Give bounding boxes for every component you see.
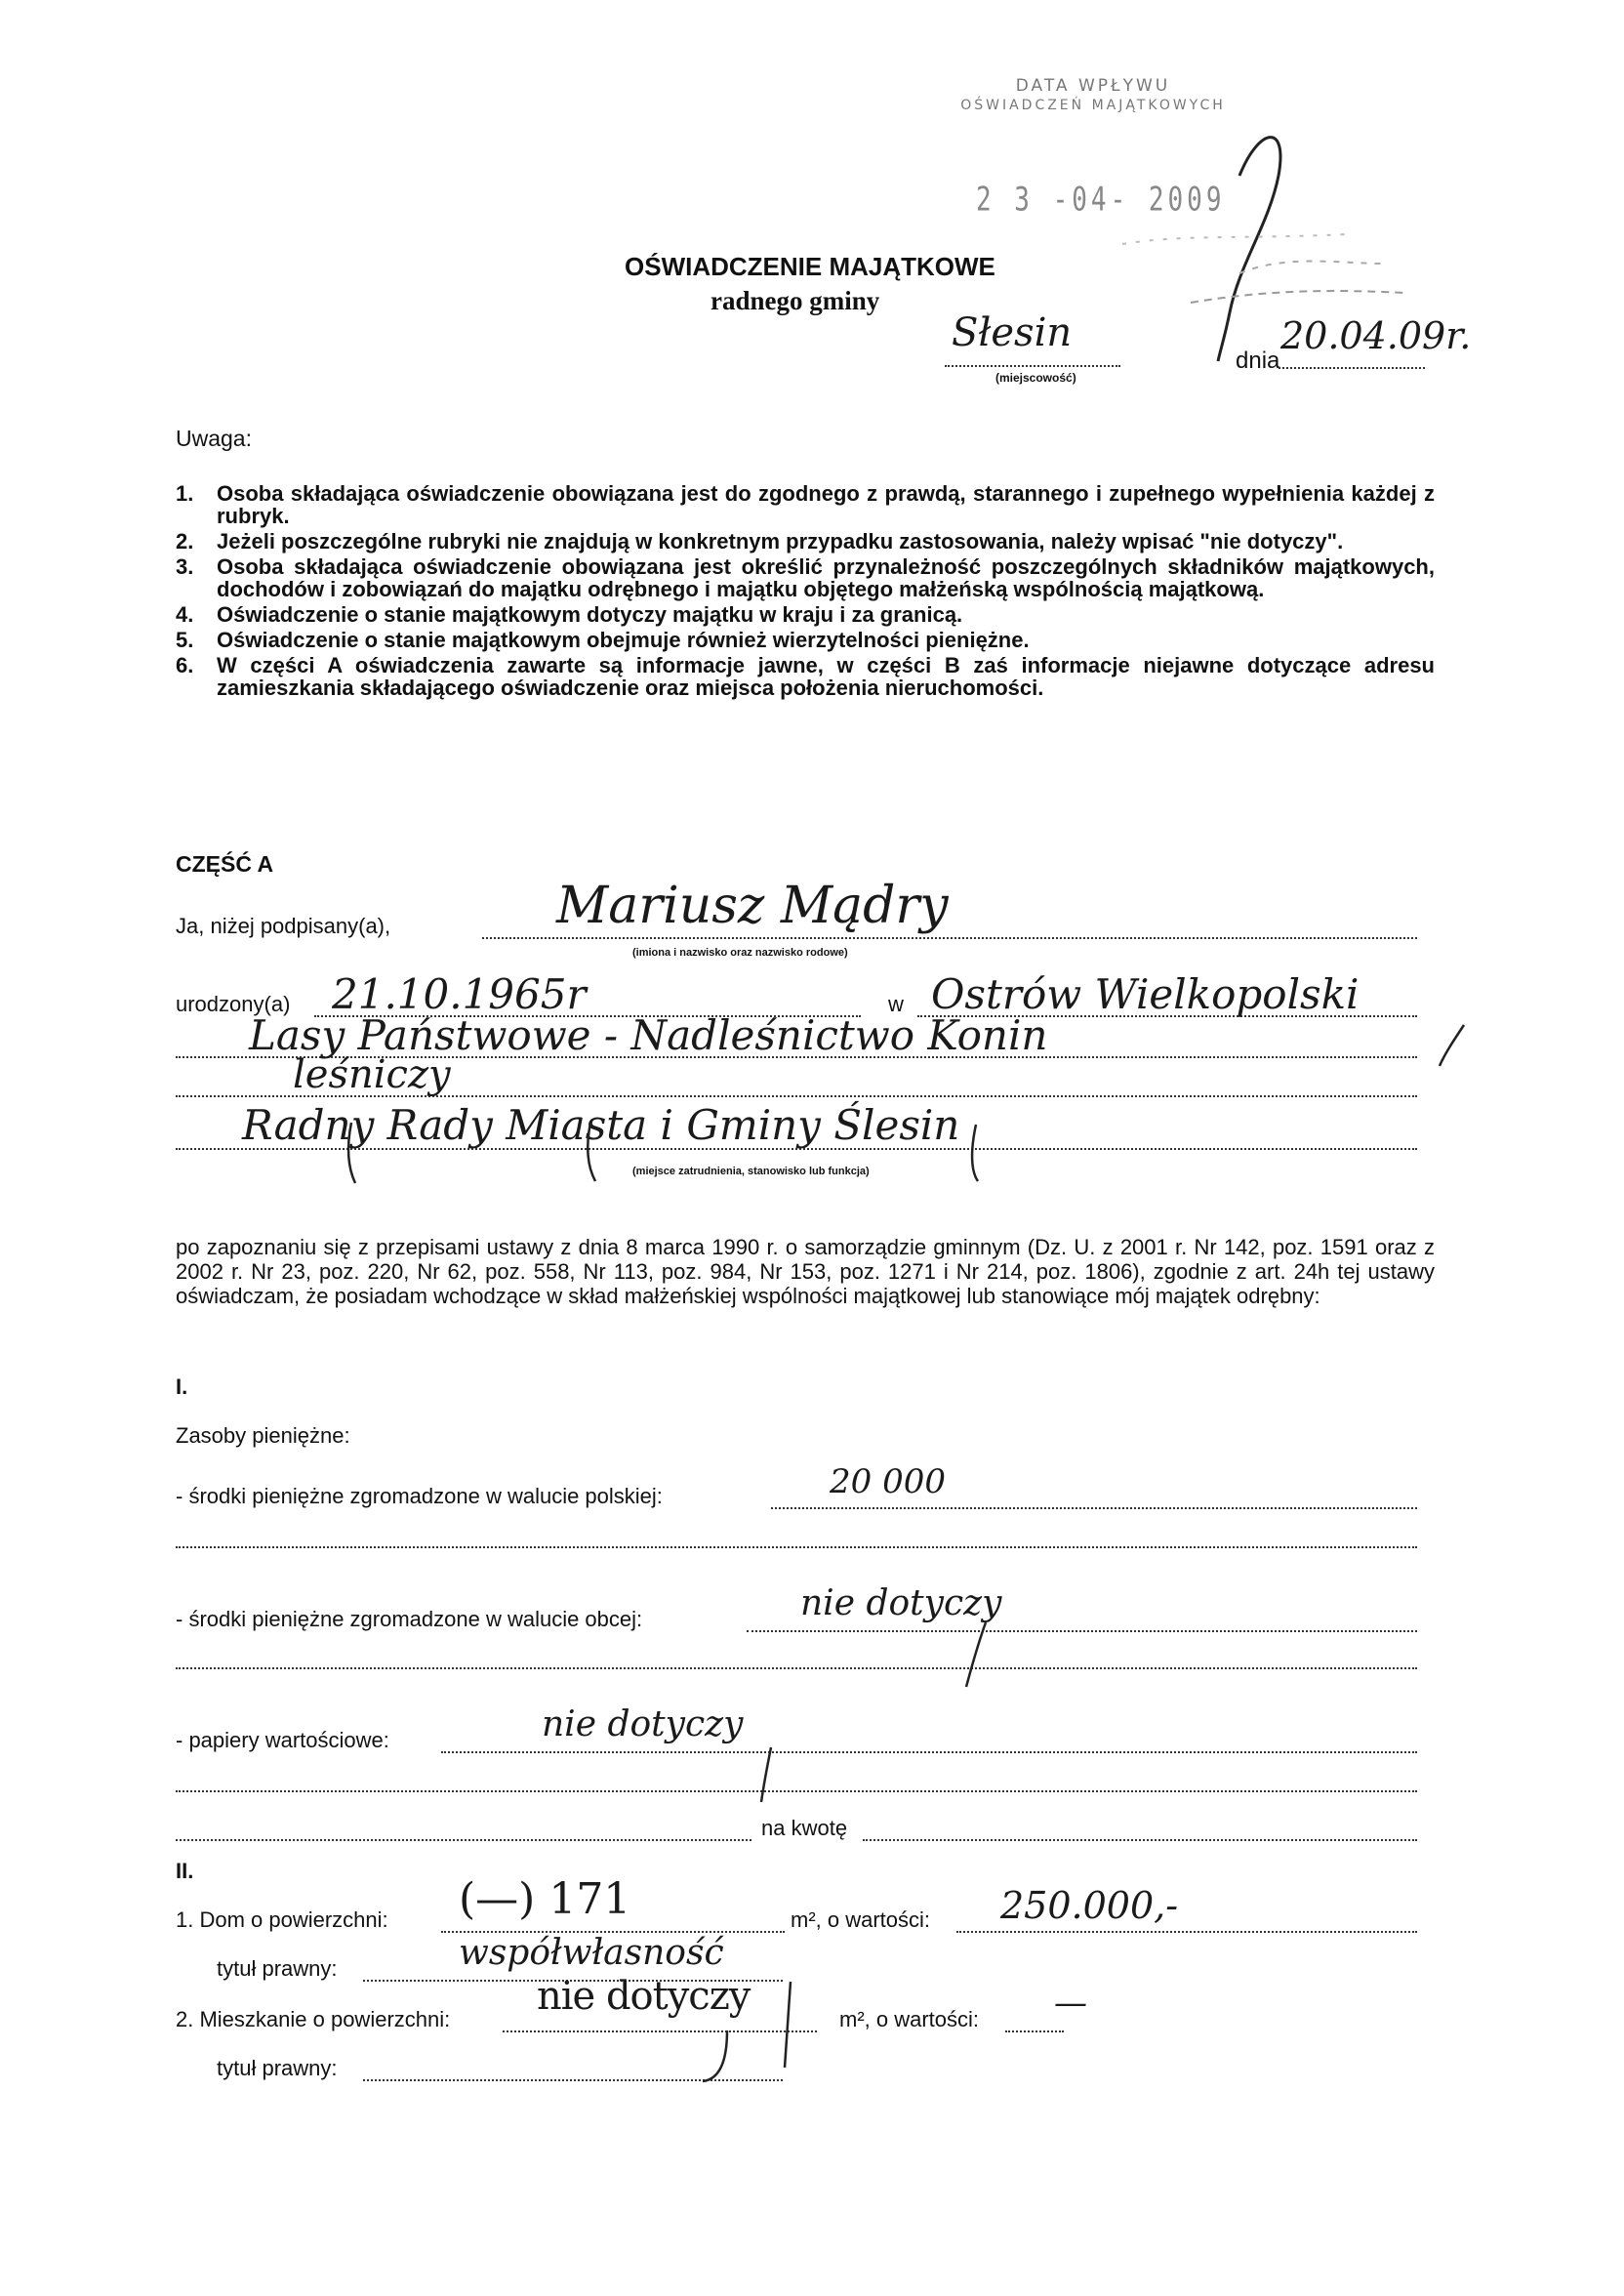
uwaga-item-number: 1. [176,481,194,506]
flat-label: 2. Mieszkanie o powierzchni: [176,2007,451,2031]
resources-label: Zasoby pieniężne: [176,1423,350,1448]
place-caption: (miejscowość) [995,371,1076,385]
employment-value-3: Radny Rady Miasta i Gminy Ślesin [242,1101,960,1149]
uwaga-item-text: Osoba składająca oświadczenie obowiązana jest do zgodnego z prawdą, starannego i zupełnego wypełnienia każdej z rubryk. [217,481,1435,528]
uwaga-item-text: Oświadczenie o stanie majątkowym dotyczy majątku w kraju i za granicą. [217,602,963,627]
house-title-value: współwłasność [459,1933,724,1973]
uwaga-heading: Uwaga: [176,426,252,451]
birth-date-value: 21.10.1965r [332,970,587,1018]
uwaga-item-text: Osoba składająca oświadczenie obowiązana jest określić przynależność poszczególnych składników majątkowych, dochodów i zobowiązań do majątku odrębnego i majątku objętego małżeńską wspólnością majątkową. [217,554,1435,601]
born-label: urodzony(a) [176,992,291,1016]
uwaga-item-text: Oświadczenie o stanie majątkowym obejmuje również wierzytelności pieniężne. [217,628,1030,652]
flat-value: — [1054,1984,1087,2023]
securities-value: nie dotyczy [542,1704,744,1744]
section-2-heading: II. [176,1859,194,1883]
uwaga-item-number: 6. [176,653,194,677]
name-caption: (imiona i nazwisko oraz nazwisko rodowe) [632,947,848,959]
part-a-heading: CZĘŚĆ A [176,851,274,877]
statute-paragraph: po zapoznaniu się z przepisami ustawy z dnia 8 marca 1990 r. o samorządzie gminnym (Dz. U. z 2001 r. Nr 142, poz. 1591 oraz z 2002 r. Nr 23, poz. 220, Nr 62, poz. 558, Nr 113, poz. 984, Nr 153, poz. 1271 i Nr 214, poz. 1806), zgodnie z art. 24h tej ustawy oświadczam, że posiadam wchodzące w skład małżeńskiej wspólności majątkowej lub stanowiące mój majątek odrębny: [176,1235,1435,1308]
stamp-date: 2 3 -04- 2009 [976,181,1226,220]
birth-place-value: Ostrów Wielkopolski [931,970,1360,1018]
house-area-value: (—) 171 [459,1874,631,1924]
employment-caption: (miejsce zatrudnienia, stanowisko lub funkcja) [632,1166,870,1177]
section-1-heading: I. [176,1374,188,1399]
foreign-value: nie dotyczy [800,1583,1002,1623]
pln-label: - środki pieniężne zgromadzone w walucie polskiej: [176,1484,663,1508]
document-title: OŚWIADCZENIE MAJĄTKOWE [625,252,995,281]
date-value: 20.04.09r. [1280,314,1472,357]
foreign-label: - środki pieniężne zgromadzone w walucie obcej: [176,1607,643,1631]
place-value: Słesin [952,310,1073,355]
in-label: w [888,992,904,1016]
house-label: 1. Dom o powierzchni: [176,1907,388,1932]
flat-area-unit: m², o wartości: [839,2007,980,2031]
amount-label: na kwotę [761,1816,848,1840]
employment-value-2: leśniczy [293,1052,451,1097]
house-title-label: tytuł prawny: [217,1956,338,1981]
name-value: Mariusz Mądry [556,877,949,935]
stamp-line-1: DATA WPŁYWU [1015,76,1171,96]
pln-value: 20 000 [830,1462,946,1501]
flat-title-label: tytuł prawny: [217,2056,338,2080]
date-label: dnia [1236,348,1280,374]
signed-label: Ja, niżej podpisany(a), [176,914,391,938]
uwaga-item-number: 4. [176,602,194,627]
securities-label: - papiery wartościowe: [176,1728,389,1752]
employment-value-1: Lasy Państwowe - Nadleśnictwo Konin [249,1011,1048,1059]
house-value: 250.000,- [1000,1884,1179,1927]
uwaga-item-text: W części A oświadczenia zawarte są informacje jawne, w części B zaś informacje niejawne dotyczące adresu zamieszkania składającego oświadczenie oraz miejsca położenia nieruchomości. [217,653,1435,700]
uwaga-item-text: Jeżeli poszczególne rubryki nie znajdują w konkretnym przypadku zastosowania, należy wpisać "nie dotyczy". [217,529,1344,554]
flat-area-value: nie dotyczy [537,1974,751,2019]
house-area-unit: m², o wartości: [791,1907,931,1932]
stamp-line-2: OŚWIADCZEŃ MAJĄTKOWYCH [960,98,1226,113]
uwaga-item-number: 2. [176,529,194,554]
uwaga-item-number: 5. [176,628,194,652]
document-subtitle: radnego gminy [710,286,880,315]
uwaga-item-number: 3. [176,554,194,579]
